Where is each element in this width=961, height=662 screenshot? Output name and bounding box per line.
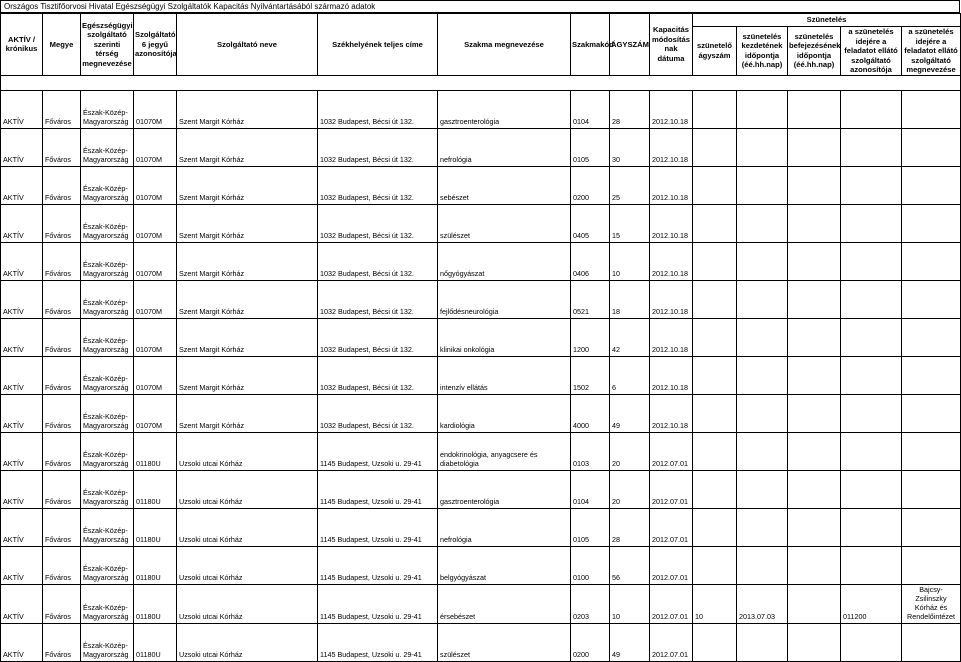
provider-id-cell: 01070M [134, 90, 177, 128]
change-date-cell: 2012.07.01 [650, 470, 693, 508]
header-susp-provider-id: a szünetelés idejére a feladatot ellátó szolgáltató azonosítója [841, 27, 902, 76]
susp-provider-name-cell [902, 623, 961, 661]
county-cell: Főváros [43, 356, 81, 394]
susp-end-cell [788, 546, 841, 584]
code-cell: 0405 [571, 204, 610, 242]
beds-cell: 49 [610, 623, 650, 661]
susp-end-cell [788, 432, 841, 470]
susp-beds-cell [693, 90, 737, 128]
susp-provider-name-cell [902, 394, 961, 432]
address-cell: 1032 Budapest, Bécsi út 132. [318, 204, 438, 242]
beds-cell: 30 [610, 128, 650, 166]
table-row [1, 204, 961, 242]
county-cell: Főváros [43, 166, 81, 204]
change-date-cell: 2012.10.18 [650, 356, 693, 394]
status-cell: AKTÍV [1, 242, 43, 280]
status-cell: AKTÍV [1, 470, 43, 508]
susp-end-cell [788, 623, 841, 661]
address-cell: 1145 Budapest, Uzsoki u. 29-41 [318, 470, 438, 508]
susp-beds-cell [693, 623, 737, 661]
table-row [1, 546, 961, 584]
status-cell: AKTÍV [1, 432, 43, 470]
region-cell: Észak-Közép-Magyarország [81, 584, 134, 623]
beds-cell: 20 [610, 432, 650, 470]
header-susp-start: szünetelés kezdetének időpontja (éé.hh.nap) [737, 27, 788, 76]
specialty-cell: gasztroenterológia [438, 90, 571, 128]
code-cell: 0100 [571, 546, 610, 584]
provider-name-cell: Uzsoki utcai Kórház [177, 508, 318, 546]
status-cell: AKTÍV [1, 508, 43, 546]
provider-name-cell: Szent Margit Kórház [177, 356, 318, 394]
status-cell: AKTÍV [1, 356, 43, 394]
susp-provider-name-cell [902, 432, 961, 470]
specialty-cell: sebészet [438, 166, 571, 204]
region-cell: Észak-Közép-Magyarország [81, 90, 134, 128]
susp-provider-id-cell [841, 280, 902, 318]
change-date-cell: 2012.10.18 [650, 128, 693, 166]
susp-provider-id-cell [841, 394, 902, 432]
header-susp-beds: szünetelő ágyszám [693, 27, 737, 76]
susp-provider-id-cell [841, 242, 902, 280]
provider-id-cell: 01070M [134, 242, 177, 280]
susp-provider-id-cell [841, 623, 902, 661]
provider-name-cell: Szent Margit Kórház [177, 166, 318, 204]
provider-id-cell: 01070M [134, 394, 177, 432]
table-row [1, 470, 961, 508]
susp-provider-name-cell [902, 356, 961, 394]
susp-provider-id-cell [841, 508, 902, 546]
specialty-cell: nőgyógyászat [438, 242, 571, 280]
header-susp-provider-name: a szünetelés idejére a feladatot ellátó szolgáltató megnevezése [902, 27, 961, 76]
susp-provider-id-cell [841, 470, 902, 508]
change-date-cell: 2012.07.01 [650, 584, 693, 623]
county-cell: Főváros [43, 470, 81, 508]
beds-cell: 25 [610, 166, 650, 204]
county-cell: Főváros [43, 546, 81, 584]
table-row [1, 166, 961, 204]
provider-id-cell: 01180U [134, 508, 177, 546]
provider-name-cell: Szent Margit Kórház [177, 242, 318, 280]
change-date-cell: 2012.10.18 [650, 166, 693, 204]
specialty-cell: intenzív ellátás [438, 356, 571, 394]
county-cell: Főváros [43, 432, 81, 470]
header-code: Szakmakód [571, 14, 610, 76]
table-row [1, 394, 961, 432]
specialty-cell: szülészet [438, 623, 571, 661]
address-cell: 1032 Budapest, Bécsi út 132. [318, 166, 438, 204]
beds-cell: 49 [610, 394, 650, 432]
address-cell: 1032 Budapest, Bécsi út 132. [318, 318, 438, 356]
susp-provider-id-cell [841, 90, 902, 128]
header-beds: ÁGYSZÁM [610, 14, 650, 76]
county-cell: Főváros [43, 318, 81, 356]
table-body [1, 90, 961, 661]
susp-provider-id-cell [841, 356, 902, 394]
county-cell: Főváros [43, 90, 81, 128]
susp-end-cell [788, 128, 841, 166]
status-cell: AKTÍV [1, 280, 43, 318]
susp-end-cell [788, 90, 841, 128]
region-cell: Észak-Közép-Magyarország [81, 508, 134, 546]
code-cell: 0103 [571, 432, 610, 470]
status-cell: AKTÍV [1, 128, 43, 166]
change-date-cell: 2012.10.18 [650, 280, 693, 318]
code-cell: 1200 [571, 318, 610, 356]
beds-cell: 28 [610, 90, 650, 128]
code-cell: 0200 [571, 166, 610, 204]
address-cell: 1145 Budapest, Uzsoki u. 29-41 [318, 432, 438, 470]
susp-end-cell [788, 166, 841, 204]
header-susp-end: szünetelés befejezésének időpontja (éé.hh.nap) [788, 27, 841, 76]
provider-name-cell: Szent Margit Kórház [177, 394, 318, 432]
beds-cell: 56 [610, 546, 650, 584]
code-cell: 0105 [571, 508, 610, 546]
address-cell: 1032 Budapest, Bécsi út 132. [318, 90, 438, 128]
status-cell: AKTÍV [1, 166, 43, 204]
change-date-cell: 2012.10.18 [650, 90, 693, 128]
susp-provider-name-cell [902, 90, 961, 128]
table-row [1, 242, 961, 280]
beds-cell: 42 [610, 318, 650, 356]
status-cell: AKTÍV [1, 204, 43, 242]
provider-name-cell: Szent Margit Kórház [177, 280, 318, 318]
code-cell: 0200 [571, 623, 610, 661]
table-row [1, 432, 961, 470]
beds-cell: 15 [610, 204, 650, 242]
susp-provider-name-cell [902, 204, 961, 242]
susp-end-cell [788, 318, 841, 356]
header-county: Megye [43, 14, 81, 76]
susp-end-cell [788, 394, 841, 432]
beds-cell: 18 [610, 280, 650, 318]
susp-provider-name-cell [902, 280, 961, 318]
code-cell: 0104 [571, 470, 610, 508]
susp-beds-cell [693, 356, 737, 394]
county-cell: Főváros [43, 508, 81, 546]
beds-cell: 20 [610, 470, 650, 508]
susp-start-cell [737, 546, 788, 584]
address-cell: 1145 Budapest, Uzsoki u. 29-41 [318, 623, 438, 661]
susp-provider-id-cell [841, 166, 902, 204]
specialty-cell: szülészet [438, 204, 571, 242]
susp-provider-name-cell: Bajcsy-Zsilinszky Kórház és Rendelőintézet [902, 584, 961, 623]
address-cell: 1032 Budapest, Bécsi út 132. [318, 356, 438, 394]
code-cell: 1502 [571, 356, 610, 394]
address-cell: 1145 Budapest, Uzsoki u. 29-41 [318, 508, 438, 546]
susp-provider-name-cell [902, 470, 961, 508]
susp-provider-name-cell [902, 166, 961, 204]
code-cell: 0203 [571, 584, 610, 623]
susp-start-cell [737, 128, 788, 166]
specialty-cell: belgyógyászat [438, 546, 571, 584]
table-row [1, 356, 961, 394]
provider-name-cell: Uzsoki utcai Kórház [177, 432, 318, 470]
header-provider-id: Szolgáltató 6 jegyű azonosítója [134, 14, 177, 76]
beds-cell: 6 [610, 356, 650, 394]
provider-name-cell: Szent Margit Kórház [177, 204, 318, 242]
susp-start-cell [737, 508, 788, 546]
provider-name-cell: Uzsoki utcai Kórház [177, 584, 318, 623]
provider-name-cell: Uzsoki utcai Kórház [177, 623, 318, 661]
change-date-cell: 2012.10.18 [650, 394, 693, 432]
susp-provider-id-cell: 011200 [841, 584, 902, 623]
document-title: Országos Tisztifőorvosi Hivatal Egészségügyi Szolgáltatók Kapacitás Nyilvántartásából származó adatok [0, 0, 960, 13]
table-row [1, 128, 961, 166]
change-date-cell: 2012.07.01 [650, 432, 693, 470]
provider-name-cell: Szent Margit Kórház [177, 90, 318, 128]
susp-beds-cell [693, 204, 737, 242]
specialty-cell: fejlődésneurológia [438, 280, 571, 318]
susp-start-cell [737, 204, 788, 242]
susp-beds-cell [693, 432, 737, 470]
susp-provider-id-cell [841, 204, 902, 242]
status-cell: AKTÍV [1, 90, 43, 128]
susp-provider-name-cell [902, 128, 961, 166]
change-date-cell: 2012.10.18 [650, 204, 693, 242]
capacity-table [0, 13, 961, 662]
status-cell: AKTÍV [1, 394, 43, 432]
header-specialty: Szakma megnevezése [438, 14, 571, 76]
region-cell: Észak-Közép-Magyarország [81, 280, 134, 318]
susp-beds-cell [693, 166, 737, 204]
susp-beds-cell [693, 508, 737, 546]
susp-start-cell [737, 90, 788, 128]
provider-name-cell: Uzsoki utcai Kórház [177, 470, 318, 508]
code-cell: 0104 [571, 90, 610, 128]
header-status: AKTÍV / krónikus [1, 14, 43, 76]
change-date-cell: 2012.10.18 [650, 242, 693, 280]
region-cell: Észak-Közép-Magyarország [81, 128, 134, 166]
susp-end-cell [788, 280, 841, 318]
beds-cell: 28 [610, 508, 650, 546]
susp-beds-cell [693, 546, 737, 584]
table-row [1, 508, 961, 546]
region-cell: Észak-Közép-Magyarország [81, 166, 134, 204]
provider-id-cell: 01180U [134, 470, 177, 508]
susp-start-cell: 2013.07.03 [737, 584, 788, 623]
code-cell: 0406 [571, 242, 610, 280]
address-cell: 1032 Budapest, Bécsi út 132. [318, 394, 438, 432]
provider-name-cell: Szent Margit Kórház [177, 128, 318, 166]
change-date-cell: 2012.07.01 [650, 508, 693, 546]
county-cell: Főváros [43, 128, 81, 166]
code-cell: 0521 [571, 280, 610, 318]
susp-provider-id-cell [841, 318, 902, 356]
address-cell: 1145 Budapest, Uzsoki u. 29-41 [318, 546, 438, 584]
status-cell: AKTÍV [1, 546, 43, 584]
county-cell: Főváros [43, 242, 81, 280]
specialty-cell: nefrológia [438, 128, 571, 166]
susp-start-cell [737, 166, 788, 204]
provider-id-cell: 01070M [134, 204, 177, 242]
provider-id-cell: 01180U [134, 546, 177, 584]
status-cell: AKTÍV [1, 584, 43, 623]
susp-end-cell [788, 356, 841, 394]
provider-id-cell: 01180U [134, 432, 177, 470]
susp-start-cell [737, 242, 788, 280]
susp-end-cell [788, 508, 841, 546]
susp-provider-name-cell [902, 508, 961, 546]
susp-beds-cell [693, 128, 737, 166]
table-row [1, 90, 961, 128]
susp-beds-cell [693, 242, 737, 280]
specialty-cell: endokrinológia, anyagcsere és diabetológia [438, 432, 571, 470]
address-cell: 1032 Budapest, Bécsi út 132. [318, 128, 438, 166]
susp-end-cell [788, 584, 841, 623]
table-row [1, 280, 961, 318]
change-date-cell: 2012.07.01 [650, 623, 693, 661]
region-cell: Észak-Közép-Magyarország [81, 432, 134, 470]
region-cell: Észak-Közép-Magyarország [81, 242, 134, 280]
susp-provider-id-cell [841, 128, 902, 166]
region-cell: Észak-Közép-Magyarország [81, 394, 134, 432]
specialty-cell: érsebészet [438, 584, 571, 623]
header-change-date: Kapacitás módosítás nak dátuma [650, 14, 693, 76]
region-cell: Észak-Közép-Magyarország [81, 356, 134, 394]
specialty-cell: kardiológia [438, 394, 571, 432]
address-cell: 1145 Budapest, Uzsoki u. 29-41 [318, 584, 438, 623]
provider-name-cell: Uzsoki utcai Kórház [177, 546, 318, 584]
susp-start-cell [737, 356, 788, 394]
county-cell: Főváros [43, 623, 81, 661]
susp-start-cell [737, 432, 788, 470]
header-suspension-group: Szünetelés [693, 14, 961, 27]
county-cell: Főváros [43, 204, 81, 242]
change-date-cell: 2012.10.18 [650, 318, 693, 356]
susp-start-cell [737, 394, 788, 432]
susp-beds-cell [693, 470, 737, 508]
address-cell: 1032 Budapest, Bécsi út 132. [318, 242, 438, 280]
susp-start-cell [737, 280, 788, 318]
address-cell: 1032 Budapest, Bécsi út 132. [318, 280, 438, 318]
susp-beds-cell [693, 318, 737, 356]
header-address: Székhelyének teljes címe [318, 14, 438, 76]
specialty-cell: gasztroenterológia [438, 470, 571, 508]
susp-beds-cell [693, 280, 737, 318]
table-row [1, 623, 961, 661]
region-cell: Észak-Közép-Magyarország [81, 204, 134, 242]
status-cell: AKTÍV [1, 623, 43, 661]
beds-cell: 10 [610, 242, 650, 280]
susp-provider-name-cell [902, 242, 961, 280]
status-cell: AKTÍV [1, 318, 43, 356]
header-spacer [1, 75, 961, 90]
table-row [1, 318, 961, 356]
beds-cell: 10 [610, 584, 650, 623]
specialty-cell: nefrológia [438, 508, 571, 546]
susp-end-cell [788, 242, 841, 280]
susp-provider-id-cell [841, 432, 902, 470]
county-cell: Főváros [43, 280, 81, 318]
change-date-cell: 2012.07.01 [650, 546, 693, 584]
provider-id-cell: 01070M [134, 128, 177, 166]
susp-start-cell [737, 318, 788, 356]
provider-name-cell: Szent Margit Kórház [177, 318, 318, 356]
provider-id-cell: 01180U [134, 623, 177, 661]
susp-start-cell [737, 470, 788, 508]
header-region: Egészségügyi szolgáltató szerinti térség megnevezése [81, 14, 134, 76]
code-cell: 4000 [571, 394, 610, 432]
susp-start-cell [737, 623, 788, 661]
code-cell: 0105 [571, 128, 610, 166]
provider-id-cell: 01070M [134, 280, 177, 318]
susp-beds-cell: 10 [693, 584, 737, 623]
provider-id-cell: 01180U [134, 584, 177, 623]
region-cell: Észak-Közép-Magyarország [81, 318, 134, 356]
susp-beds-cell [693, 394, 737, 432]
specialty-cell: klinikai onkológia [438, 318, 571, 356]
county-cell: Főváros [43, 394, 81, 432]
susp-provider-name-cell [902, 318, 961, 356]
region-cell: Észak-Közép-Magyarország [81, 546, 134, 584]
region-cell: Észak-Közép-Magyarország [81, 623, 134, 661]
table-row [1, 584, 961, 623]
provider-id-cell: 01070M [134, 166, 177, 204]
header-provider-name: Szolgáltató neve [177, 14, 318, 76]
susp-provider-name-cell [902, 546, 961, 584]
county-cell: Főváros [43, 584, 81, 623]
susp-end-cell [788, 470, 841, 508]
susp-provider-id-cell [841, 546, 902, 584]
susp-end-cell [788, 204, 841, 242]
provider-id-cell: 01070M [134, 356, 177, 394]
region-cell: Észak-Közép-Magyarország [81, 470, 134, 508]
provider-id-cell: 01070M [134, 318, 177, 356]
